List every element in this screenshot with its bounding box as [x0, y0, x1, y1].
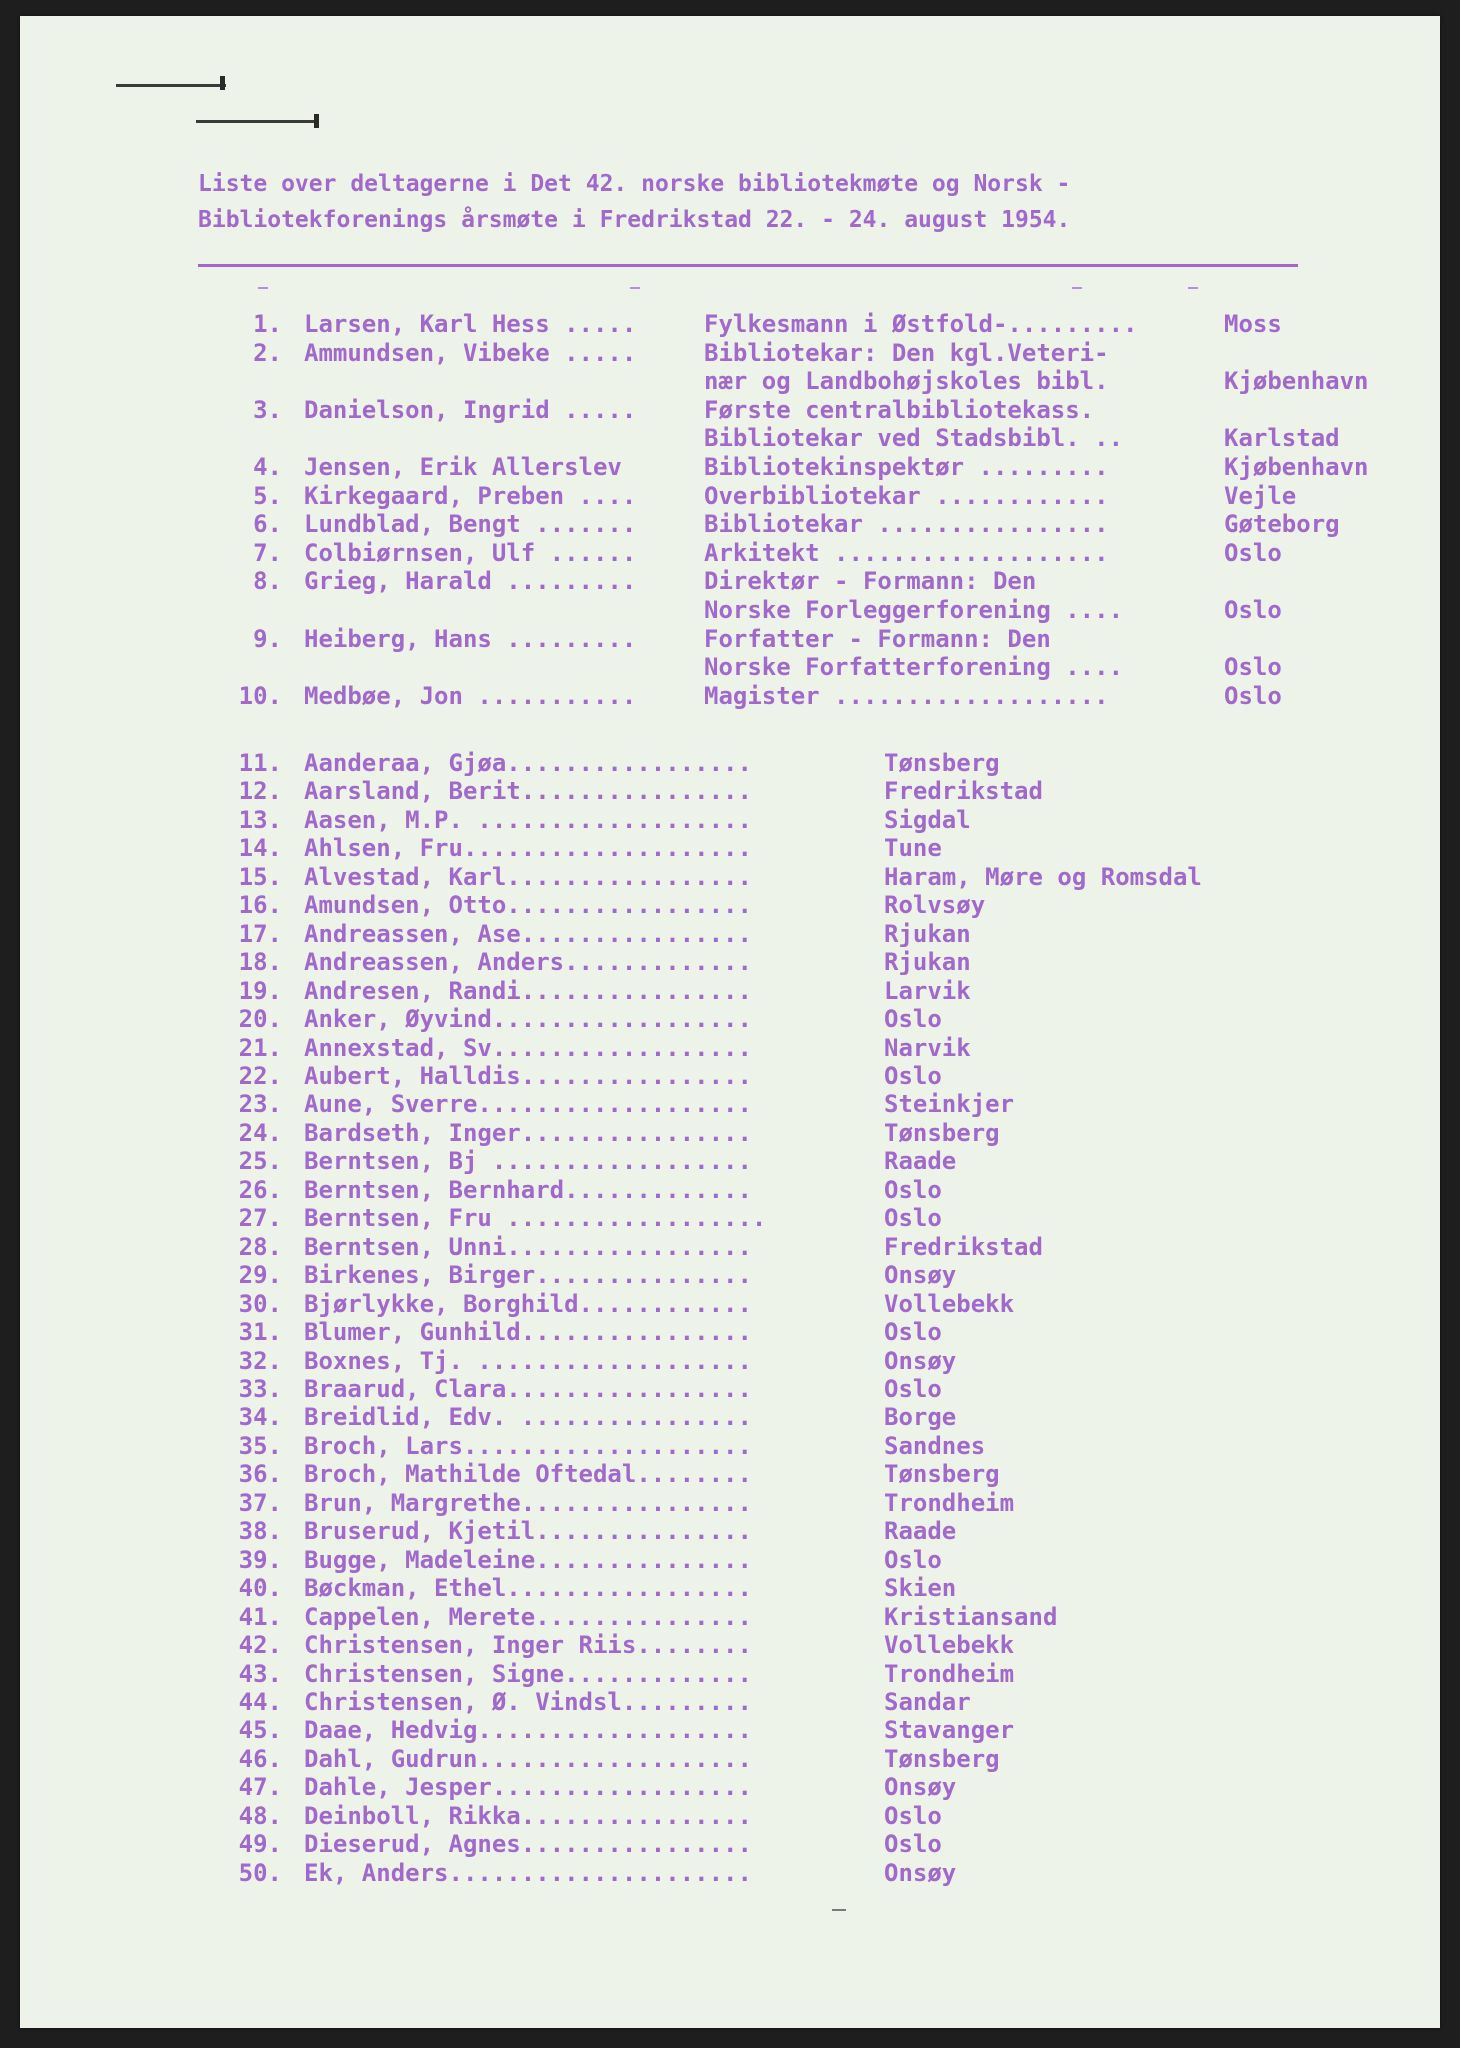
- list-item: [220, 1773, 1440, 1801]
- participant-place: Sandnes: [884, 1431, 986, 1460]
- list-item: [220, 891, 1440, 919]
- entry-number: 12.: [238, 777, 282, 806]
- participant-place: Haram, Møre og Romsdal: [884, 862, 1202, 891]
- participant-name: Jensen, Erik Allerslev: [304, 452, 622, 481]
- participant-place: Onsøy: [884, 1773, 957, 1802]
- entry-number: 28.: [238, 1232, 282, 1261]
- participant-place: Narvik: [884, 1033, 971, 1062]
- participant-name: Grieg, Harald .........: [304, 567, 637, 596]
- entry-number: 6.: [253, 510, 282, 539]
- participant-place: Oslo: [884, 1374, 942, 1403]
- participant-place: Onsøy: [884, 1346, 957, 1375]
- participant-place: Tønsberg: [884, 749, 1000, 777]
- entry-number: 26.: [238, 1175, 282, 1204]
- list-item: [220, 1603, 1440, 1631]
- list-item: [220, 339, 1440, 368]
- list-item: [220, 948, 1440, 976]
- participant-name: Berntsen, Unni.................: [304, 1232, 752, 1261]
- participant-place: Sandar: [884, 1687, 971, 1716]
- entry-number: [220, 653, 282, 682]
- participant-name: Lundblad, Bengt .......: [304, 510, 637, 539]
- participant-name: Annexstad, Sv..................: [304, 1033, 752, 1062]
- participant-title: Norske Forleggerforening ....: [704, 595, 1124, 624]
- entry-number: 1.: [253, 310, 282, 338]
- list-item: [220, 1859, 1440, 1887]
- participant-place: Rjukan: [884, 948, 971, 977]
- participant-place: Rolvsøy: [884, 891, 986, 920]
- participant-place: Oslo: [1224, 538, 1282, 567]
- entry-number: 16.: [238, 891, 282, 920]
- participant-name: Alvestad, Karl.................: [304, 862, 752, 891]
- list-item: [220, 1318, 1440, 1346]
- list-item: [220, 1432, 1440, 1460]
- list-item: [220, 1147, 1440, 1175]
- entry-number: 31.: [238, 1318, 282, 1347]
- participant-name: Berntsen, Fru ..................: [304, 1204, 767, 1233]
- participant-name: Breidlid, Edv. ................: [304, 1403, 752, 1432]
- list-item: [220, 653, 1440, 682]
- participant-name: Andreassen, Ase................: [304, 919, 752, 948]
- participants-list: [220, 749, 1440, 1887]
- participant-place: Oslo: [1224, 653, 1282, 682]
- list-item: [220, 510, 1440, 539]
- list-item: [220, 1375, 1440, 1403]
- entry-number: 15.: [238, 862, 282, 891]
- list-item: [220, 1062, 1440, 1090]
- participant-name: Cappelen, Merete...............: [304, 1602, 752, 1631]
- participant-name: Dahl, Gudrun...................: [304, 1744, 752, 1773]
- stray-dash: [258, 287, 268, 289]
- list-item: [220, 482, 1440, 511]
- list-item: [220, 1204, 1440, 1232]
- participant-name: Braarud, Clara.................: [304, 1374, 752, 1403]
- participant-name: Danielson, Ingrid .....: [304, 395, 637, 424]
- participant-place: Kjøbenhavn: [1224, 452, 1369, 481]
- list-item: [220, 777, 1440, 805]
- participant-place: Sigdal: [884, 805, 971, 834]
- participant-title: Norske Forfatterforening ....: [704, 653, 1124, 682]
- list-item: [220, 1176, 1440, 1204]
- participant-name: Blumer, Gunhild................: [304, 1318, 752, 1347]
- participant-name: [282, 367, 694, 396]
- punch-mark-tick-top: [220, 76, 225, 90]
- entry-number: 46.: [238, 1744, 282, 1773]
- entry-number: 35.: [238, 1431, 282, 1460]
- participant-name: Boxnes, Tj. ...................: [304, 1346, 752, 1375]
- document-page: [20, 16, 1440, 2028]
- entry-number: 10.: [238, 681, 282, 710]
- participant-place: Tønsberg: [884, 1460, 1000, 1489]
- participant-place: Trondheim: [884, 1659, 1015, 1688]
- participant-place: Rjukan: [884, 919, 971, 948]
- entry-number: 23.: [238, 1090, 282, 1119]
- list-item: [220, 539, 1440, 568]
- participant-place: Kristiansand: [884, 1602, 1058, 1631]
- entry-number: 4.: [253, 452, 282, 481]
- entry-number: 42.: [238, 1631, 282, 1660]
- participant-name: Bjørlykke, Borghild............: [304, 1289, 752, 1318]
- stray-dash: [1188, 287, 1198, 289]
- entry-number: 45.: [238, 1716, 282, 1745]
- participant-name: Ahlsen, Fru....................: [304, 834, 752, 863]
- participant-name: Aubert, Halldis................: [304, 1061, 752, 1090]
- participant-name: Andreassen, Anders.............: [304, 948, 752, 977]
- participant-place: Stavanger: [884, 1716, 1015, 1745]
- entry-number: 50.: [238, 1858, 282, 1887]
- list-item: [220, 1517, 1440, 1545]
- entry-number: 36.: [238, 1460, 282, 1489]
- entry-number: [220, 367, 282, 396]
- participant-place: Onsøy: [884, 1858, 957, 1887]
- participant-place: Steinkjer: [884, 1090, 1015, 1119]
- entry-number: 11.: [238, 749, 282, 777]
- participant-name: Amundsen, Otto.................: [304, 891, 752, 920]
- participant-title: Bibliotekar ................: [704, 510, 1109, 539]
- list-item: [220, 1261, 1440, 1289]
- entry-number: 19.: [238, 976, 282, 1005]
- list-item: [220, 1660, 1440, 1688]
- list-item: [220, 1005, 1440, 1033]
- list-item: [220, 1119, 1440, 1147]
- participant-name: Daae, Hedvig...................: [304, 1716, 752, 1745]
- participant-name: Brun, Margrethe................: [304, 1488, 752, 1517]
- participant-place: Karlstad: [1224, 424, 1340, 453]
- participant-title: Forfatter - Formann: Den: [704, 624, 1051, 653]
- participant-place: Oslo: [884, 1545, 942, 1574]
- participant-place: Larvik: [884, 976, 971, 1005]
- entry-number: 18.: [238, 948, 282, 977]
- participant-name: Broch, Lars....................: [304, 1431, 752, 1460]
- list-item: [220, 1745, 1440, 1773]
- entry-number: 38.: [238, 1517, 282, 1546]
- entry-number: 24.: [238, 1118, 282, 1147]
- entry-number: 14.: [238, 834, 282, 863]
- participant-place: Onsøy: [884, 1261, 957, 1290]
- entry-number: 49.: [238, 1830, 282, 1859]
- participant-name: Aune, Sverre...................: [304, 1090, 752, 1119]
- list-item: [220, 1716, 1440, 1744]
- entry-number: 2.: [253, 338, 282, 367]
- entry-number: 27.: [238, 1204, 282, 1233]
- list-item: [220, 396, 1440, 425]
- corner-punch-marks: [116, 76, 356, 136]
- participant-title: Bibliotekar: Den kgl.Veteri-: [704, 338, 1109, 367]
- entry-number: 21.: [238, 1033, 282, 1062]
- stray-dash: [630, 287, 640, 289]
- participant-place: Raade: [884, 1147, 957, 1176]
- list-item: [220, 749, 1440, 777]
- title-line-2: Bibliotekforenings årsmøte i Fredrikstad 22. - 24. august 1954.: [198, 207, 1071, 233]
- list-item: [220, 682, 1440, 711]
- participant-place: Skien: [884, 1574, 957, 1603]
- participant-name: Dahle, Jesper..................: [304, 1773, 752, 1802]
- participant-place: Tune: [884, 834, 942, 863]
- entry-number: [220, 424, 282, 453]
- participant-title: Arkitekt ...................: [704, 538, 1109, 567]
- participant-name: [282, 424, 694, 453]
- entry-number: 9.: [253, 624, 282, 653]
- participant-place: Oslo: [1224, 681, 1282, 710]
- participant-name: Dieserud, Agnes................: [304, 1830, 752, 1859]
- participant-name: Aanderaa, Gjøa.................: [304, 749, 752, 777]
- participant-title: Bibliotekinspektør .........: [704, 452, 1109, 481]
- participant-name: Birkenes, Birger...............: [304, 1261, 752, 1290]
- entry-number: 13.: [238, 805, 282, 834]
- entry-number: 30.: [238, 1289, 282, 1318]
- title-line-1: Liste over deltagerne i Det 42. norske bibliotekmøte og Norsk -: [198, 171, 1071, 197]
- participant-name: Christensen, Signe.............: [304, 1659, 752, 1688]
- participant-title: Direktør - Formann: Den: [704, 567, 1037, 596]
- participant-place: Tønsberg: [884, 1118, 1000, 1147]
- list-item: [220, 920, 1440, 948]
- page-footer-mark: [832, 1909, 846, 1911]
- list-item: [220, 1347, 1440, 1375]
- participant-title: Magister ...................: [704, 681, 1109, 710]
- list-item: [220, 1830, 1440, 1858]
- participant-name: [282, 596, 694, 625]
- participant-place: Vollebekk: [884, 1289, 1015, 1318]
- document-title: [198, 166, 1338, 238]
- list-item: [220, 1802, 1440, 1830]
- participant-name: Bruserud, Kjetil...............: [304, 1517, 752, 1546]
- entry-number: 32.: [238, 1346, 282, 1375]
- list-item: [220, 424, 1440, 453]
- list-item: [220, 1631, 1440, 1659]
- list-item: [220, 977, 1440, 1005]
- participant-place: Trondheim: [884, 1488, 1015, 1517]
- punch-mark-line-top: [116, 84, 226, 87]
- participant-title: Bibliotekar ved Stadsbibl. ..: [704, 424, 1124, 453]
- list-item: [220, 1090, 1440, 1118]
- list-item: [220, 1034, 1440, 1062]
- list-item: [220, 310, 1440, 339]
- participant-name: Medbøe, Jon ...........: [304, 681, 637, 710]
- list-item: [220, 1233, 1440, 1261]
- entry-number: 5.: [253, 481, 282, 510]
- participant-place: Oslo: [884, 1005, 942, 1034]
- list-item: [220, 1489, 1440, 1517]
- participant-place: Oslo: [884, 1175, 942, 1204]
- list-item: [220, 1546, 1440, 1574]
- list-item: [220, 806, 1440, 834]
- participant-place: Tønsberg: [884, 1744, 1000, 1773]
- punch-mark-line-bottom: [196, 120, 316, 123]
- participant-place: Moss: [1224, 310, 1282, 338]
- participant-name: Berntsen, Bj ..................: [304, 1147, 752, 1176]
- participant-place: Borge: [884, 1403, 957, 1432]
- participant-name: Bardseth, Inger................: [304, 1118, 752, 1147]
- participant-place: Raade: [884, 1517, 957, 1546]
- participant-title: Fylkesmann i Østfold-.........: [704, 310, 1138, 338]
- entry-number: 8.: [253, 567, 282, 596]
- participant-name: Bugge, Madeleine...............: [304, 1545, 752, 1574]
- participant-name: Christensen, Inger Riis........: [304, 1631, 752, 1660]
- participant-name: Berntsen, Bernhard.............: [304, 1175, 752, 1204]
- participant-title: Første centralbibliotekass.: [704, 395, 1095, 424]
- stray-dash: [1072, 287, 1082, 289]
- entry-number: [220, 596, 282, 625]
- punch-mark-tick-bottom: [314, 114, 319, 128]
- participant-place: Fredrikstad: [884, 1232, 1043, 1261]
- list-item: [220, 863, 1440, 891]
- participant-name: Kirkegaard, Preben ....: [304, 481, 637, 510]
- participant-name: Ek, Anders.....................: [304, 1858, 752, 1887]
- list-item: [220, 367, 1440, 396]
- participant-place: Oslo: [1224, 595, 1282, 624]
- list-item: [220, 567, 1440, 596]
- participant-name: Colbiørnsen, Ulf ......: [304, 538, 637, 567]
- entry-number: 7.: [253, 538, 282, 567]
- list-item: [220, 1574, 1440, 1602]
- participant-name: Ammundsen, Vibeke .....: [304, 338, 637, 367]
- participant-name: Christensen, Ø. Vindsl.........: [304, 1687, 752, 1716]
- entry-number: 22.: [238, 1061, 282, 1090]
- entry-number: 47.: [238, 1773, 282, 1802]
- list-item: [220, 625, 1440, 654]
- entry-number: 37.: [238, 1488, 282, 1517]
- entry-number: 29.: [238, 1261, 282, 1290]
- entry-number: 20.: [238, 1005, 282, 1034]
- list-item: [220, 453, 1440, 482]
- title-underline: [198, 264, 1298, 267]
- participant-name: Andresen, Randi................: [304, 976, 752, 1005]
- participant-place: Oslo: [884, 1830, 942, 1859]
- participant-place: Oslo: [884, 1204, 942, 1233]
- list-item: [220, 596, 1440, 625]
- entry-number: 44.: [238, 1687, 282, 1716]
- entry-number: 48.: [238, 1801, 282, 1830]
- participant-name: Deinboll, Rikka................: [304, 1801, 752, 1830]
- list-item: [220, 1290, 1440, 1318]
- participant-name: [282, 653, 694, 682]
- participant-place: Oslo: [884, 1318, 942, 1347]
- participant-name: Heiberg, Hans .........: [304, 624, 637, 653]
- participant-place: Vollebekk: [884, 1631, 1015, 1660]
- entry-number: 3.: [253, 395, 282, 424]
- participant-place: Oslo: [884, 1801, 942, 1830]
- entry-number: 33.: [238, 1374, 282, 1403]
- list-item: [220, 1688, 1440, 1716]
- entry-number: 43.: [238, 1659, 282, 1688]
- special-guests-list: [220, 310, 1440, 710]
- list-item: [220, 834, 1440, 862]
- entry-number: 34.: [238, 1403, 282, 1432]
- participant-name: Larsen, Karl Hess .....: [304, 310, 637, 338]
- participant-title: Overbibliotekar ............: [704, 481, 1109, 510]
- list-item: [220, 1460, 1440, 1488]
- entry-number: 17.: [238, 919, 282, 948]
- participant-place: Fredrikstad: [884, 777, 1043, 806]
- participant-name: Anker, Øyvind..................: [304, 1005, 752, 1034]
- entry-number: 41.: [238, 1602, 282, 1631]
- participant-name: Aarsland, Berit................: [304, 777, 752, 806]
- entry-number: 25.: [238, 1147, 282, 1176]
- participant-place: Kjøbenhavn: [1224, 367, 1369, 396]
- participant-place: Vejle: [1224, 481, 1297, 510]
- participant-place: Oslo: [884, 1061, 942, 1090]
- participant-title: nær og Landbohøjskoles bibl.: [704, 367, 1109, 396]
- entry-number: 40.: [238, 1574, 282, 1603]
- participant-name: Bøckman, Ethel.................: [304, 1574, 752, 1603]
- participant-place: Gøteborg: [1224, 510, 1340, 539]
- list-item: [220, 1403, 1440, 1431]
- participant-name: Aasen, M.P. ...................: [304, 805, 752, 834]
- entry-number: 39.: [238, 1545, 282, 1574]
- participant-name: Broch, Mathilde Oftedal........: [304, 1460, 752, 1489]
